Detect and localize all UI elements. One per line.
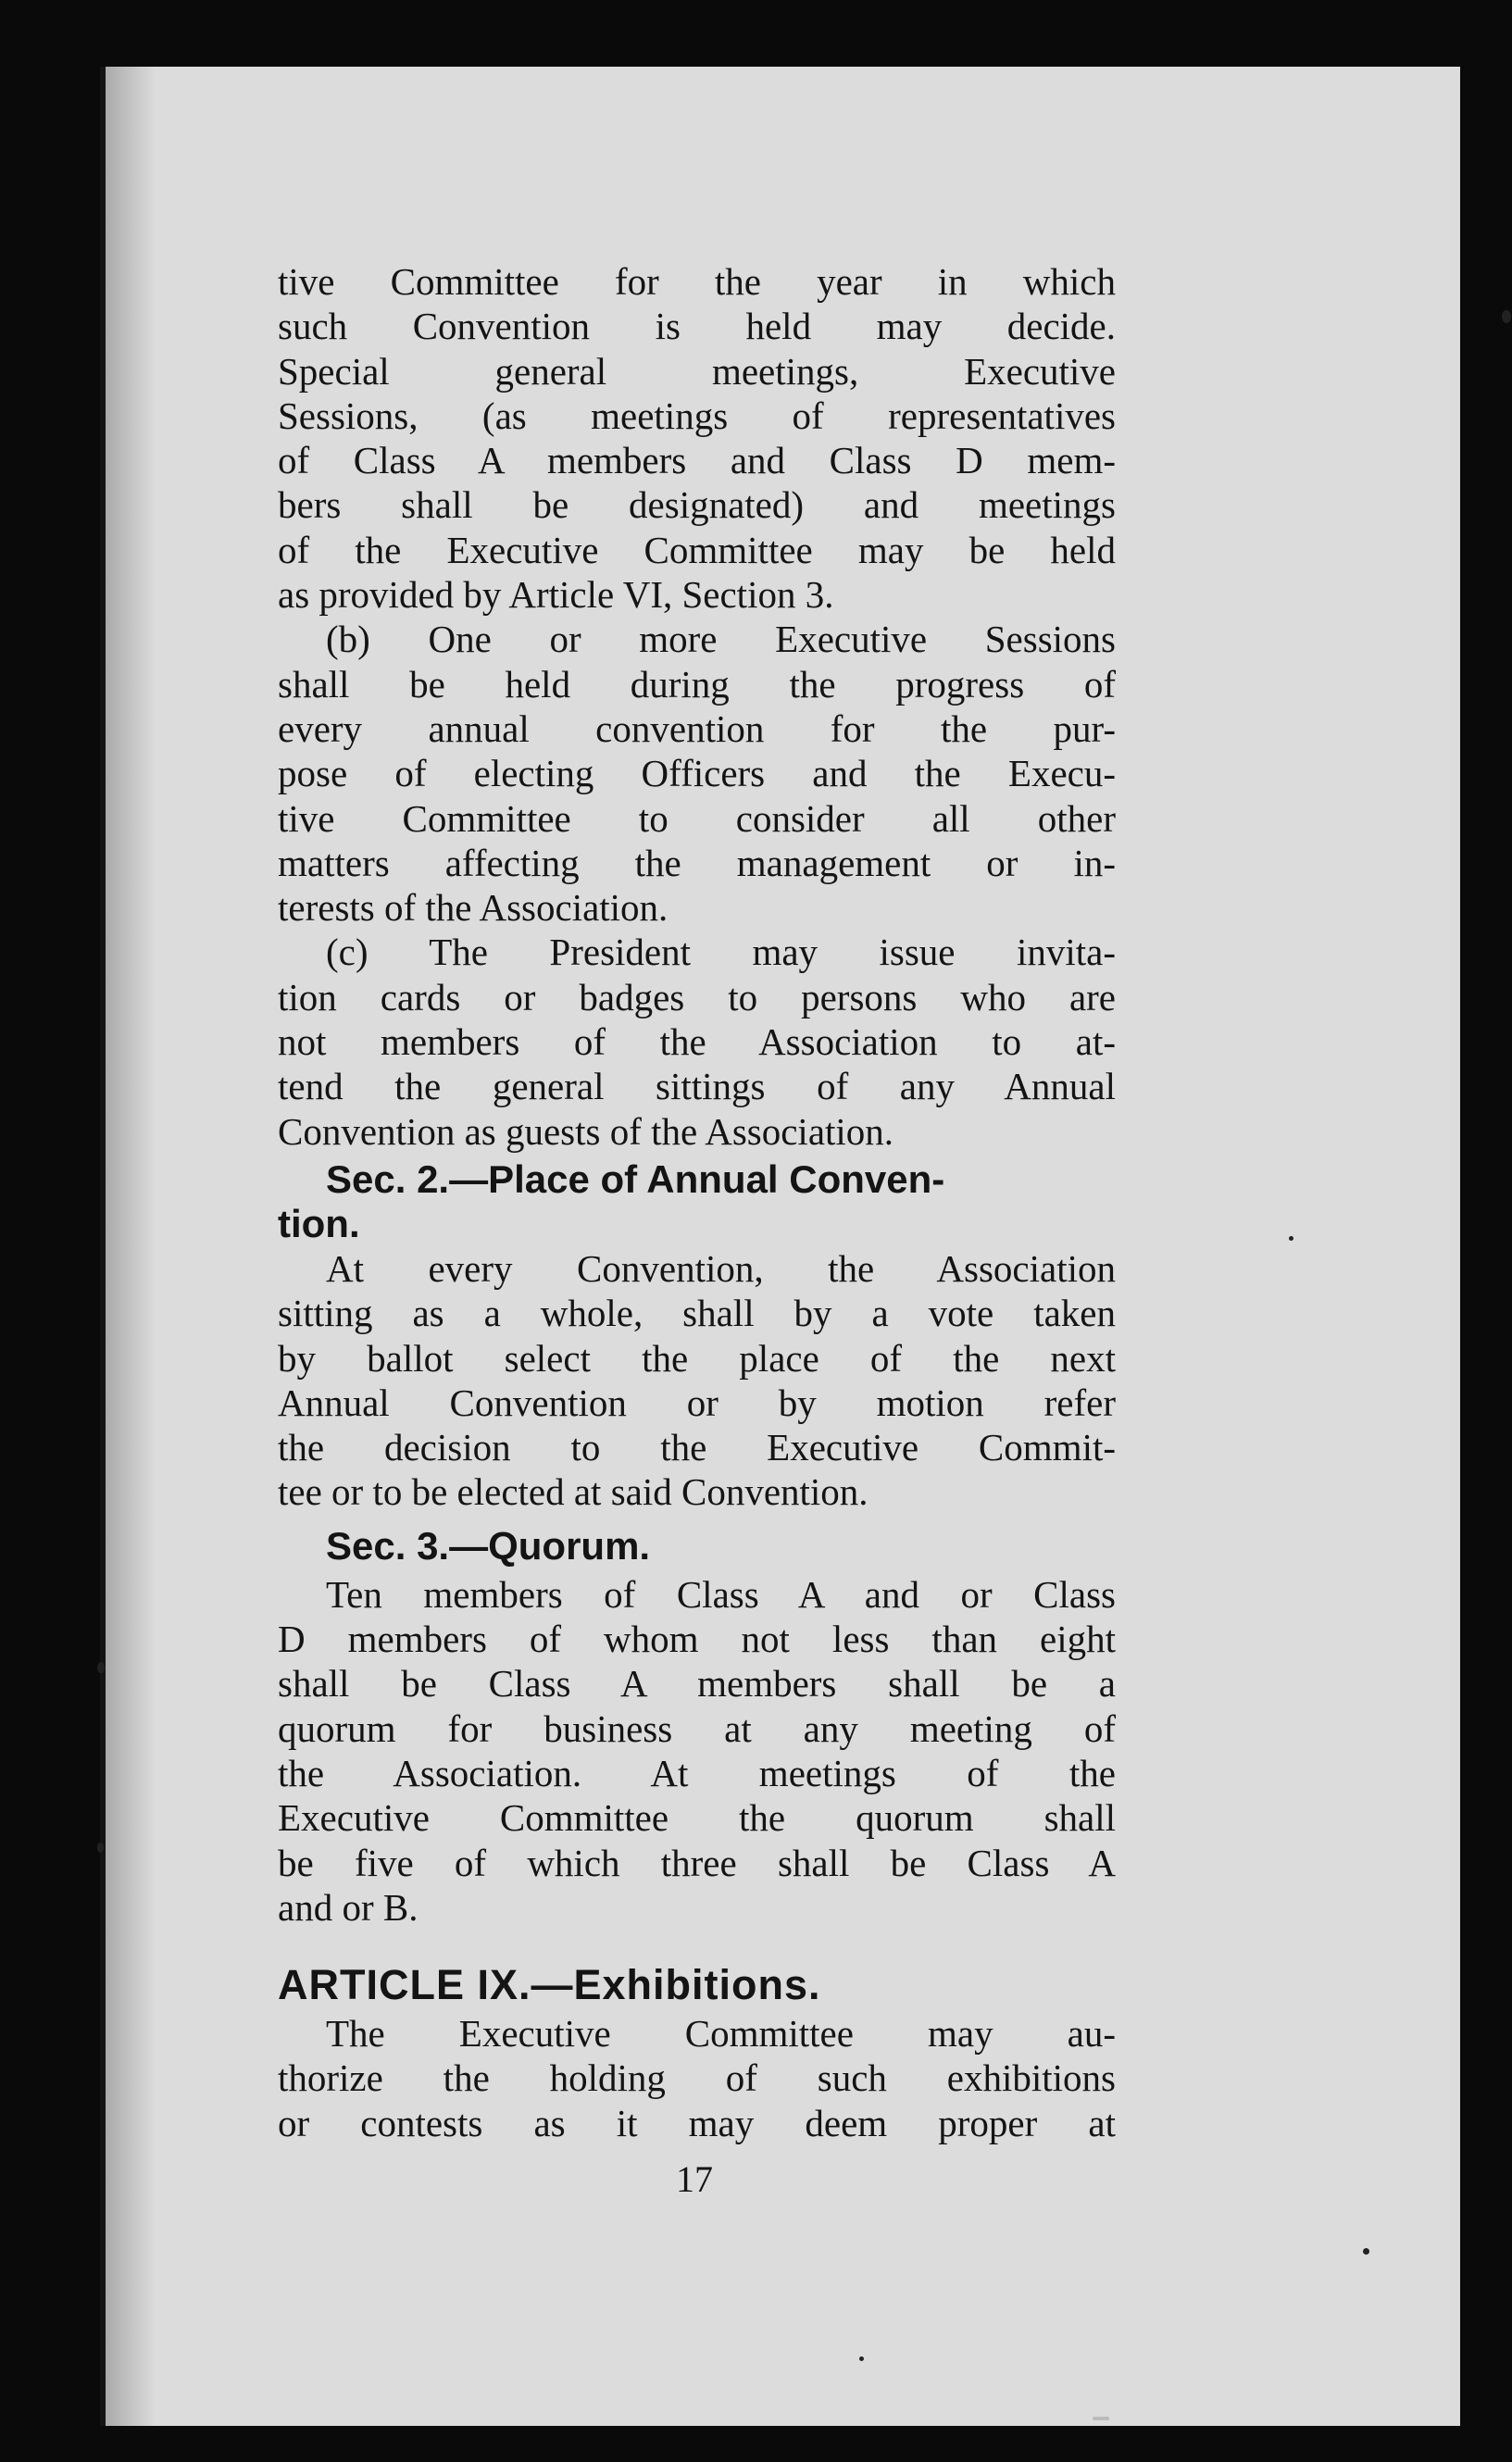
- body-line: thorize the holding of such exhibitions: [278, 2056, 1116, 2100]
- page-number: 17: [676, 2158, 713, 2200]
- body-line: matters affecting the management or in-: [278, 841, 1116, 884]
- body-line: such Convention is held may decide.: [278, 305, 1116, 348]
- body-line: as provided by Article VI, Section 3.: [278, 573, 834, 617]
- body-line: of the Executive Committee may be held: [278, 528, 1116, 571]
- body-line: Annual Convention or by motion refer: [278, 1381, 1116, 1424]
- body-line: sitting as a whole, shall by a vote taken: [278, 1292, 1116, 1335]
- body-line: The Executive Committee may au-: [326, 2012, 1116, 2056]
- body-line: or contests as it may deem proper at: [278, 2101, 1116, 2144]
- page-text: [278, 259, 1116, 2145]
- body-line: every annual convention for the pur-: [278, 706, 1116, 750]
- body-line: tive Committee for the year in which: [278, 260, 1116, 303]
- body-line: quorum for business at any meeting of: [278, 1706, 1116, 1750]
- scan-speck: [1093, 2417, 1109, 2420]
- body-line: Ten members of Class A and or Class: [326, 1572, 1116, 1616]
- body-line: tend the general sittings of any Annual: [278, 1065, 1116, 1108]
- scan-speck: [1502, 310, 1511, 323]
- body-line: D members of whom not less than eight: [278, 1618, 1116, 1661]
- body-line: the decision to the Executive Commit-: [278, 1426, 1116, 1469]
- section-2-heading-continued: tion.: [278, 1201, 360, 1245]
- body-line: of Class A members and Class D mem-: [278, 439, 1116, 482]
- body-line: (c) The President may issue invita-: [326, 931, 1116, 974]
- body-line: not members of the Association to at-: [278, 1020, 1116, 1064]
- page-gutter-shadow: [100, 67, 156, 2426]
- section-3-heading: Sec. 3.—Quorum.: [326, 1523, 651, 1568]
- body-line: Convention as guests of the Association.: [278, 1109, 894, 1153]
- body-line: bers shall be designated) and meetings: [278, 483, 1116, 527]
- body-line: the Association. At meetings of the: [278, 1751, 1116, 1794]
- body-line: pose of electing Officers and the Execu-: [278, 752, 1116, 795]
- scan-speck: [1363, 2248, 1369, 2255]
- body-line: Sessions, (as meetings of representatives: [278, 394, 1116, 437]
- section-2-heading: Sec. 2.—Place of Annual Conven-: [326, 1156, 945, 1201]
- scan-speck: [97, 1662, 105, 1673]
- body-line: At every Convention, the Association: [326, 1246, 1116, 1290]
- body-line: terests of the Association.: [278, 886, 669, 930]
- body-line: (b) One or more Executive Sessions: [326, 618, 1116, 661]
- body-line: shall be Class A members shall be a: [278, 1662, 1116, 1706]
- body-line: tion cards or badges to persons who are: [278, 975, 1116, 1019]
- scan-speck: [859, 2356, 864, 2361]
- body-line: Special general meetings, Executive: [278, 349, 1116, 393]
- body-line: by ballot select the place of the next: [278, 1336, 1116, 1380]
- scan-speck: [1289, 1236, 1293, 1241]
- body-line: and or B.: [278, 1885, 419, 1929]
- body-line: tive Committee to consider all other: [278, 796, 1116, 840]
- body-line: tee or to be elected at said Convention.: [278, 1470, 868, 1514]
- body-line: Executive Committee the quorum shall: [278, 1796, 1116, 1840]
- body-line: shall be held during the progress of: [278, 662, 1116, 706]
- scan-speck: [97, 1843, 104, 1853]
- article-ix-heading: ARTICLE IX.—Exhibitions.: [278, 1961, 821, 2009]
- body-line: be five of which three shall be Class A: [278, 1841, 1116, 1884]
